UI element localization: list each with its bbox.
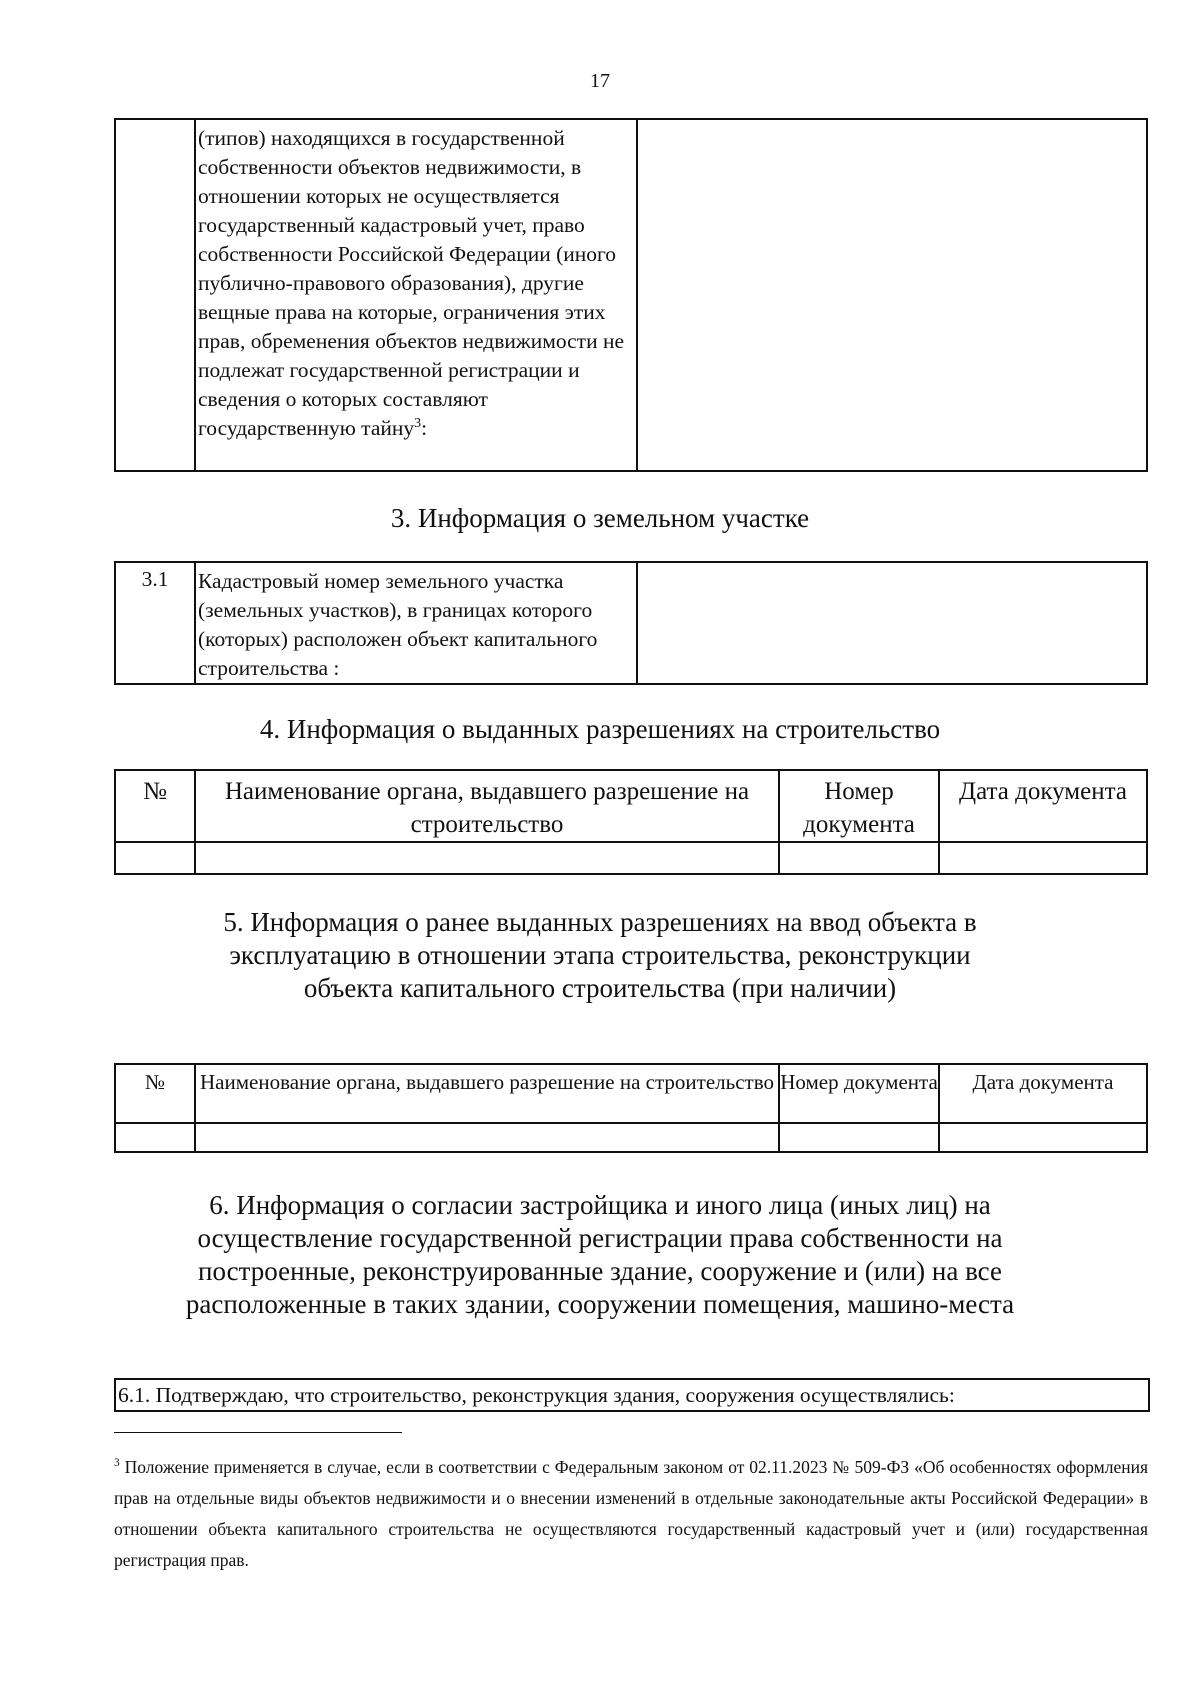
cadastral-number-cell[interactable] — [637, 562, 1147, 684]
table-building-permits — [114, 769, 1148, 875]
section-3-heading: 3. Информация о земельном участке — [390, 503, 810, 533]
cell-doc-number[interactable] — [779, 842, 939, 874]
table-cell-value[interactable] — [637, 119, 1147, 471]
cell-authority[interactable] — [195, 842, 779, 874]
column-header-authority: Наименование органа, выдавшего разрешение на строительство — [195, 770, 779, 842]
table-row — [115, 562, 1147, 684]
row-label: Кадастровый номер земельного участка (земельных участков), в границах которого (которых) расположен объект капитального строительства : — [195, 562, 637, 684]
row-label-suffix: : — [421, 416, 428, 440]
table-land-plot — [114, 561, 1148, 685]
footnote-marker: 3 — [114, 1457, 120, 1470]
table-header-row — [115, 1064, 1147, 1123]
footnote-divider — [114, 1432, 402, 1433]
table-cell-number — [115, 119, 195, 471]
row-number: 3.1 — [115, 562, 195, 684]
column-header-authority: Наименование органа, выдавшего разрешение на строительство — [195, 1064, 779, 1123]
row-label-text: (типов) находящихся в государственной собственности объектов недвижимости, в отношении которых не осуществляется государственный кадастровый учет, право собственности Российской Федерации (иного публично-правового образования), другие вещные права на которые, ограничения этих прав, обременения объектов недвижимости не подлежат государственной регистрации и сведения о которых составляют государственную тайну — [198, 126, 625, 440]
section-5-heading — [0, 906, 1200, 1005]
table-row — [115, 1123, 1147, 1152]
column-header-doc-date: Дата документа — [939, 1064, 1147, 1123]
footnote-reference[interactable]: 3 — [414, 415, 422, 431]
table-row — [115, 119, 1147, 471]
table-header-row — [115, 770, 1147, 842]
footnote-text: Положение применяется в случае, если в соответствии с Федеральным законом от 02.11.2023 № 509-ФЗ «Об особенностях оформления прав на отдельные виды объектов недвижимости и о внесении изменений в отдельные законодательные акты Российской Федерации» в отношении объекта капитального строительства не осуществляются государственный кадастровый учет и (или) государственная регистрация прав. — [114, 1457, 1148, 1570]
cell-doc-date[interactable] — [939, 1123, 1147, 1152]
column-header-doc-number: Номер документа — [779, 770, 939, 842]
table-row — [115, 842, 1147, 874]
table-state-secret-objects — [114, 118, 1148, 472]
cell-number[interactable] — [115, 1123, 195, 1152]
page-number: 17 — [590, 70, 610, 92]
table-commissioning-permits — [114, 1063, 1148, 1153]
cell-doc-date[interactable] — [939, 842, 1147, 874]
column-header-number: № — [115, 770, 195, 842]
footnote — [114, 1452, 1148, 1576]
section-6-heading — [0, 1189, 1200, 1321]
cell-doc-number[interactable] — [779, 1123, 939, 1152]
cell-authority[interactable] — [195, 1123, 779, 1152]
cell-number[interactable] — [115, 842, 195, 874]
section-4-heading: 4. Информация о выданных разрешениях на строительство — [259, 714, 941, 744]
section-5-heading-text: 5. Информация о ранее выданных разрешениях на ввод объекта в эксплуатацию в отношении этапа строительства, реконструкции объекта капитального строительства (при наличии) — [223, 907, 977, 1003]
item-6-1-confirmation: 6.1. Подтверждаю, что строительство, реконструкция здания, сооружения осуществлялись: — [114, 1378, 1150, 1412]
column-header-number: № — [115, 1064, 195, 1123]
table-cell-label — [195, 119, 637, 471]
section-6-heading-text: 6. Информация о согласии застройщика и иного лица (иных лиц) на осуществление государственной регистрации права собственности на построенные, реконструированные здание, сооружение и (или) на все расположенные в таких здании, сооружении помещения, машино-места — [185, 1190, 1015, 1319]
column-header-doc-number: Номер документа — [779, 1064, 939, 1123]
column-header-doc-date: Дата документа — [939, 770, 1147, 842]
